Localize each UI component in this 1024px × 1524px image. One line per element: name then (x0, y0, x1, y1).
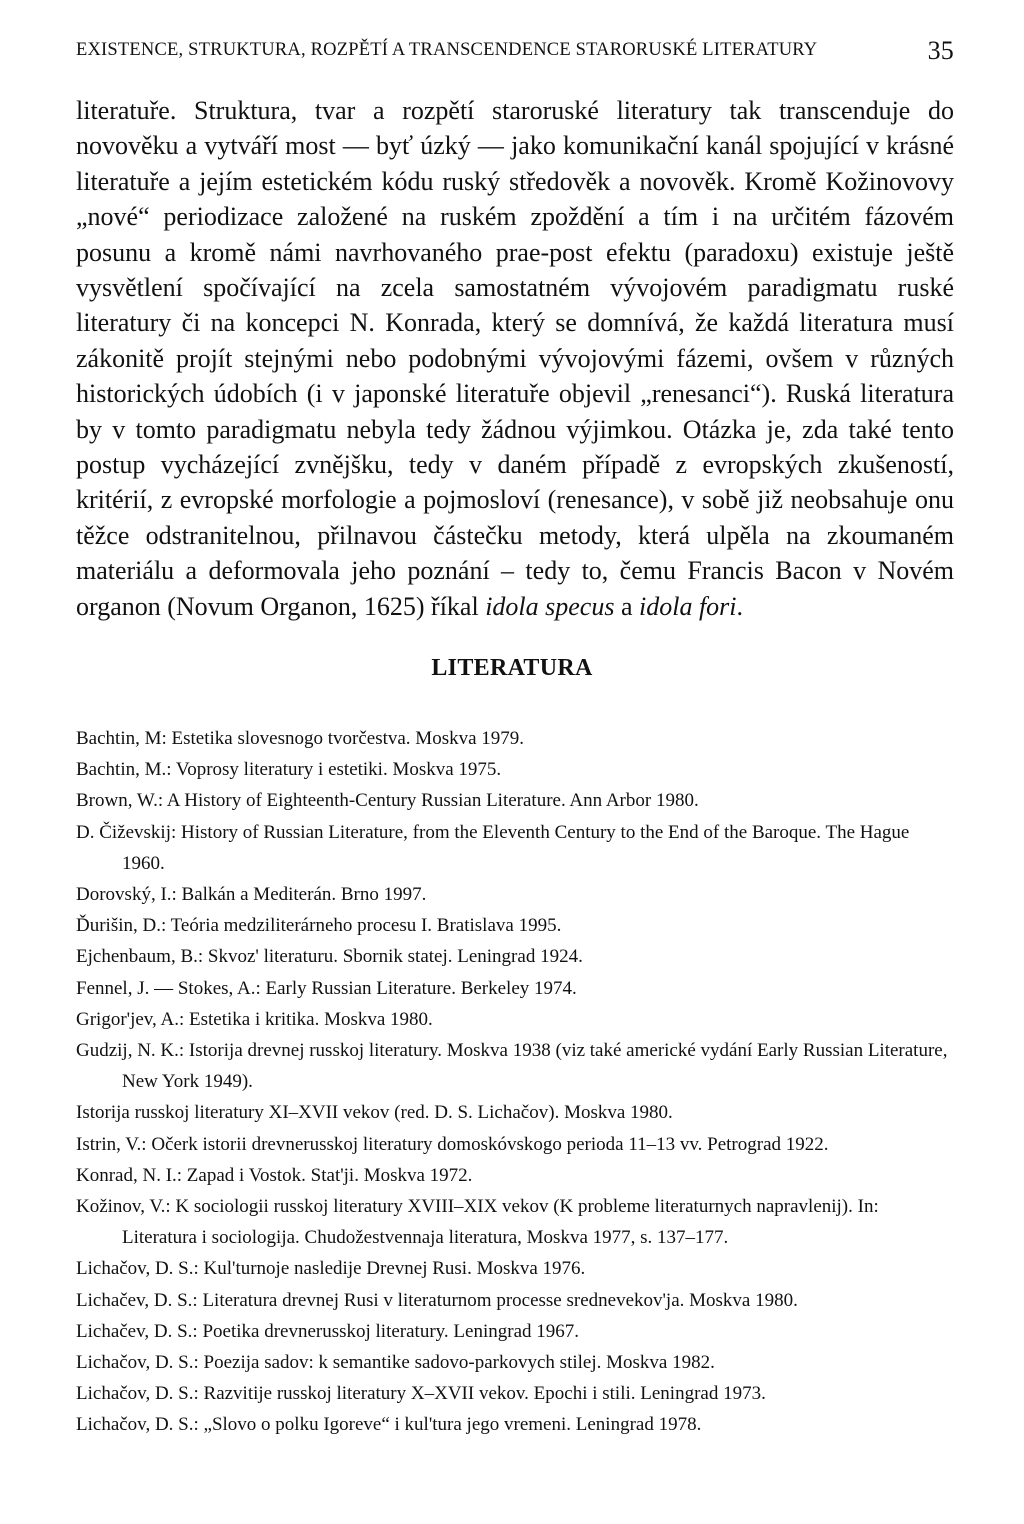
reference-item: Ďurišin, D.: Teória medziliterárneho procesu I. Bratislava 1995. (76, 915, 562, 937)
body-paragraph (76, 93, 954, 624)
reference-item: Kožinov, V.: K sociologii russkoj literatury XVIII–XIX vekov (K probleme literaturnych napravlenij). In: Literatura i sociologija. Chudožestvennaja literatura, Moskva 1977, s. 137–177. (76, 1196, 879, 1249)
paragraph-end: . (736, 591, 744, 621)
reference-item: Lichačov, D. S.: Kul'turnoje nasledije Drevnej Rusi. Moskva 1976. (76, 1258, 586, 1280)
reference-item: Konrad, N. I.: Zapad i Vostok. Stat'ji. Moskva 1972. (76, 1164, 473, 1186)
reference-item: Lichačev, D. S.: Literatura drevnej Rusi v literaturnom processe srednevekov'ja. Moskva 1980. (76, 1289, 798, 1311)
paragraph-text: literatuře. Struktura, tvar a rozpětí staroruské literatury tak transcenduje do novověku a vytváří most — byť úzký — jako komunikační kanál spojující v krásné literatuře a jejím estetickém kódu ruský středověk a novověk. Kromě Kožinovovy „nové“ periodizace založené na ruském zpoždění a tím i na určitém fázovém posunu a kromě námi navrhovaného prae-post efektu (paradoxu) existuje ještě vysvětlení spočívající na zcela samostatném vývojovém paradigmatu ruské literatury či na koncepci N. Konrada, který se domnívá, že každá literatura musí zákonitě projít stejnými nebo podobnými vývojovými fázemi, ovšem v různých historických údobích (i v japonské literatuře objevil „renesanci“). Ruská literatura by v tomto paradigmatu nebyla tedy žádnou výjimkou. Otázka je, zda také tento postup vycházející zvnějšku, tedy v daném případě z evropských zkušeností, kritérií, z evropské morfologie a pojmosloví (renesance), v sobě již neobsahuje onu těžce odstranitelnou, přilnavou částečku metody, která ulpěla na zkoumaném materiálu a deformovala jeho poznání – tedy to, čemu Francis Bacon v Novém organon (Novum Organon, 1625) říkal (76, 96, 954, 621)
running-title: EXISTENCE, STRUKTURA, ROZPĚTÍ A TRANSCENDENCE STARORUSKÉ LITERATURY (76, 40, 818, 60)
page-number: 35 (927, 36, 954, 65)
reference-item: Fennel, J. — Stokes, A.: Early Russian Literature. Berkeley 1974. (76, 977, 577, 999)
reference-item: Lichačov, D. S.: Poezija sadov: k semantike sadovo-parkovych stilej. Moskva 1982. (76, 1352, 715, 1374)
italic-term-idola-specus: idola specus (485, 591, 615, 621)
paragraph-connector: a (614, 591, 640, 621)
reference-item: Lichačov, D. S.: Razvitije russkoj literatury X–XVII vekov. Epochi i stili. Leningrad 1973. (76, 1383, 766, 1405)
running-head (76, 36, 954, 65)
reference-item: Lichačov, D. S.: „Slovo o polku Igoreve“ i kul'tura jego vremeni. Leningrad 1978. (76, 1414, 702, 1436)
section-heading: LITERATURA (431, 655, 593, 681)
reference-item: Lichačev, D. S.: Poetika drevnerusskoj literatury. Leningrad 1967. (76, 1320, 580, 1342)
reference-item: Grigor'jev, A.: Estetika i kritika. Moskva 1980. (76, 1008, 433, 1030)
reference-item: Istrin, V.: Očerk istorii drevnerusskoj literatury domoskóvskogo perioda 11–13 vv. Petrograd 1922. (76, 1133, 829, 1155)
reference-item: Gudzij, N. K.: Istorija drevnej russkoj literatury. Moskva 1938 (viz také americké vydání Early Russian Literature, New York 1949). (76, 1040, 948, 1093)
reference-item: Bachtin, M.: Voprosy literatury i estetiki. Moskva 1975. (76, 759, 502, 781)
italic-term-idola-fori: idola fori (639, 591, 737, 621)
reference-item: Brown, W.: A History of Eighteenth-Century Russian Literature. Ann Arbor 1980. (76, 790, 699, 812)
reference-item: Bachtin, M: Estetika slovesnogo tvorčestva. Moskva 1979. (76, 728, 525, 749)
reference-item: Dorovský, I.: Balkán a Mediterán. Brno 1997. (76, 884, 427, 906)
reference-item: Istorija russkoj literatury XI–XVII vekov (red. D. S. Lichačov). Moskva 1980. (76, 1102, 673, 1124)
reference-item: Ejchenbaum, B.: Skvoz' literaturu. Sbornik statej. Leningrad 1924. (76, 946, 583, 968)
reference-list (76, 723, 954, 1441)
reference-item: D. Čiževskij: History of Russian Literature, from the Eleventh Century to the End of the Baroque. The Hague 1960. (76, 821, 910, 874)
